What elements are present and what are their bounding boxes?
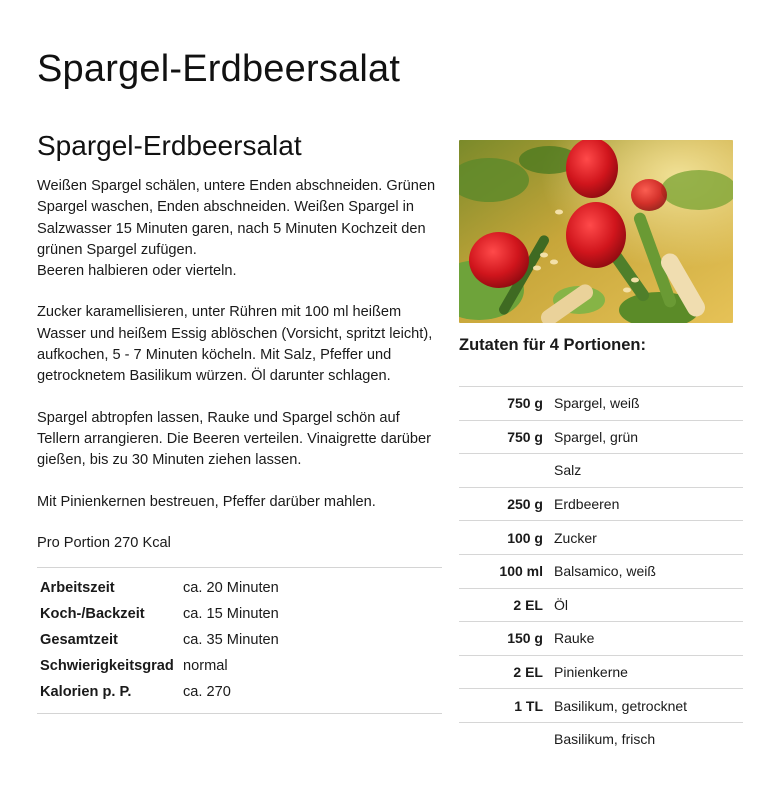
- ingredient-row: [459, 454, 743, 488]
- ingredients-table: [459, 386, 743, 756]
- ingredient-name: Balsamico, weiß: [554, 563, 656, 580]
- ingredient-row: [459, 589, 743, 623]
- fact-value: ca. 270: [183, 683, 231, 700]
- fact-row: [37, 679, 442, 705]
- salad-photo: [459, 140, 733, 323]
- instruction-step-2: Zucker karamellisieren, unter Rühren mit 100 ml heißem Wasser und heißem Essig ablöschen (Vorsicht, spritzt leicht), aufkochen, 5 - 7 Minuten köcheln. Mit Salz, Pfeffer und getrocknetem Basilikum würzen. Öl darunter schlagen.: [37, 304, 433, 385]
- fact-row: [37, 575, 442, 601]
- recipe-title: Spargel-Erdbeersalat: [37, 130, 302, 161]
- fact-value: ca. 35 Minuten: [183, 631, 279, 648]
- ingredient-row: [459, 656, 743, 690]
- ingredient-row: [459, 521, 743, 555]
- ingredient-name: Pinienkerne: [554, 664, 628, 681]
- fact-value: ca. 20 Minuten: [183, 579, 279, 596]
- page-title: Spargel-Erdbeersalat: [37, 48, 401, 90]
- ingredient-row: [459, 689, 743, 723]
- ingredient-row: [459, 555, 743, 589]
- fact-row: [37, 653, 442, 679]
- ingredient-name: Spargel, weiß: [554, 395, 640, 412]
- ingredient-name: Erdbeeren: [554, 496, 620, 513]
- ingredient-row: [459, 488, 743, 522]
- ingredient-name: Öl: [554, 596, 568, 613]
- ingredient-name: Spargel, grün: [554, 428, 639, 445]
- fact-label: Schwierigkeitsgrad: [40, 657, 174, 674]
- recipe-instructions: [37, 130, 442, 714]
- fact-row: [37, 601, 442, 627]
- fact-label: Kalorien p. P.: [40, 683, 132, 700]
- ingredient-name: Basilikum, getrocknet: [554, 697, 688, 714]
- fact-label: Gesamtzeit: [40, 631, 118, 648]
- fact-value: normal: [183, 657, 228, 674]
- ingredient-name: Zucker: [554, 529, 597, 546]
- ingredient-quantity: 250 g: [507, 496, 543, 513]
- fact-label: Koch-/Backzeit: [40, 605, 145, 622]
- nutrition-note: Pro Portion 270 Kcal: [37, 534, 171, 551]
- ingredient-quantity: 750 g: [507, 428, 543, 445]
- ingredient-name: Salz: [554, 462, 582, 479]
- fact-label: Arbeitszeit: [40, 579, 115, 596]
- ingredients-title: Zutaten für 4 Portionen:: [459, 336, 646, 354]
- ingredient-name: Basilikum, frisch: [554, 731, 656, 748]
- ingredient-name: Rauke: [554, 630, 595, 647]
- instruction-step-1: Weißen Spargel schälen, untere Enden abschneiden. Grünen Spargel waschen, Enden abschneiden. Weißen Spargel in Salzwasser 15 Minuten garen, nach 5 Minuten Kochzeit den grünen Spargel zufügen. Beeren halbieren oder vierteln.: [37, 178, 436, 280]
- ingredient-quantity: 100 ml: [499, 563, 543, 580]
- ingredient-quantity: 100 g: [507, 529, 543, 546]
- ingredient-quantity: 2 EL: [513, 664, 543, 681]
- ingredient-quantity: 150 g: [507, 630, 543, 647]
- ingredient-quantity: 2 EL: [513, 596, 543, 613]
- ingredient-quantity: 750 g: [507, 395, 543, 412]
- ingredient-row: [459, 421, 743, 455]
- fact-value: ca. 15 Minuten: [183, 605, 279, 622]
- ingredient-quantity: 1 TL: [514, 697, 543, 714]
- instruction-step-4: Mit Pinienkernen bestreuen, Pfeffer darüber mahlen.: [37, 493, 376, 510]
- instruction-step-3: Spargel abtropfen lassen, Rauke und Spargel schön auf Tellern arrangieren. Die Beeren verteilen. Vinaigrette darüber gießen, bis zu 30 Minuten ziehen lassen.: [37, 409, 431, 469]
- recipe-facts-table: [37, 567, 442, 714]
- fact-row: [37, 627, 442, 653]
- ingredient-row: [459, 387, 743, 421]
- ingredient-row: [459, 723, 743, 756]
- ingredient-row: [459, 622, 743, 656]
